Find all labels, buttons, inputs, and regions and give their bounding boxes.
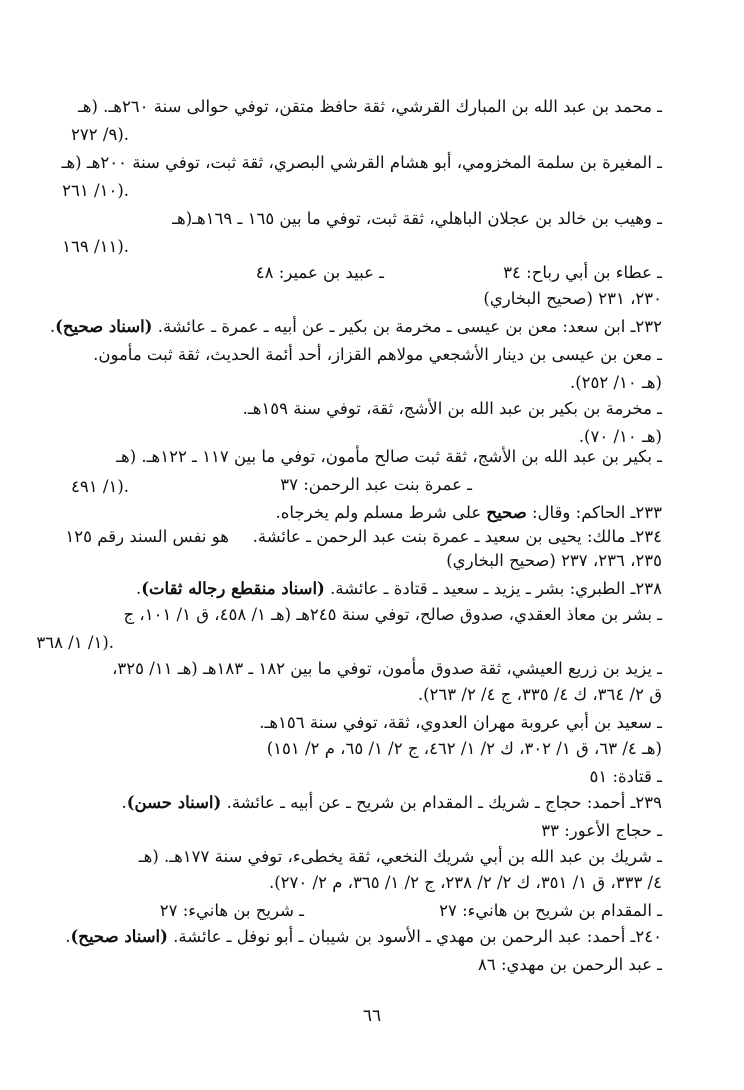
text-line xyxy=(418,684,662,706)
text-run: ـ يزيد بن زريع العيشي، ثقة صدوق مأمون، توفي ما بين ١٨٢ ـ ١٨٣هـ (هـ ١١/ ٣٢٥، xyxy=(112,659,662,678)
text-line xyxy=(50,316,662,338)
page-number: ٦٦ xyxy=(362,1006,382,1026)
text-run: ـ معن بن عيسى بن دينار الأشجعي مولاهم القزاز، أحد أئمة الحديث، ثقة ثبت مأمون. xyxy=(93,345,662,364)
text-run: ٤/ ٣٣٣، ق ١/ ٣٥١، ك ٢/ ٢/ ٢٣٨، ج ٢/ ١/ ٣٦٥، م ٢/ ٢٧٠). xyxy=(268,873,662,892)
text-run: (هـ ١٠/ ٧٠). xyxy=(578,427,662,446)
text-line xyxy=(589,766,662,788)
text-line xyxy=(253,526,662,548)
text-run: ١٠/ ٢٦١). xyxy=(62,181,129,200)
text-run: ٢٣٠، ٢٣١ (صحيح البخاري) xyxy=(483,289,662,308)
text-run: على شرط مسلم ولم يخرجاه. xyxy=(275,503,487,522)
text-run: ٢٣٤ـ مالك: يحيى بن سعيد ـ عمرة بنت عبد الرحمن ـ عائشة. xyxy=(252,527,662,546)
text-line xyxy=(570,372,662,394)
text-run: ـ مخرمة بن بكير بن عبد الله بن الأشج، ثقة، توفي سنة ١٥٩هـ. xyxy=(242,399,662,418)
text-line xyxy=(280,474,472,496)
text-run: ـ عبد الرحمن بن مهدي: ٨٦ xyxy=(477,955,662,974)
text-line xyxy=(71,476,129,498)
text-line xyxy=(65,926,662,948)
text-run: ١/ ١/ ٣٦٨). xyxy=(36,633,114,652)
text-line xyxy=(446,550,662,572)
text-run: ١/ ٤٩١). xyxy=(71,477,129,496)
text-line xyxy=(62,180,129,202)
text-run: ٢٣٩ـ أحمد: حجاج ـ شريك ـ المقدام بن شريح ـ عن أبيه ـ عائشة. xyxy=(221,793,662,812)
text-run: ٢٣٥، ٢٣٦، ٢٣٧ (صحيح البخاري) xyxy=(446,551,662,570)
text-line xyxy=(503,262,662,284)
text-line xyxy=(123,604,662,626)
grade-label: (اسناد صحيح) xyxy=(55,317,153,336)
text-line xyxy=(136,578,662,600)
text-line xyxy=(116,446,662,468)
text-line xyxy=(267,738,662,760)
text-line xyxy=(541,820,662,842)
text-line xyxy=(256,262,384,284)
text-line xyxy=(243,398,662,420)
text-run: ـ عطاء بن أبي رباح: ٣٤ xyxy=(503,263,662,282)
text-run: . xyxy=(49,317,56,336)
text-run: ـ بكير بن عبد الله بن الأشج، ثقة ثبت صالح مأمون، توفي ما بين ١١٧ ـ ١٢٢هـ. (هـ xyxy=(116,447,662,466)
text-run: ١١/ ١٦٩). xyxy=(62,237,129,256)
text-run: ـ سعيد بن أبي عروبة مهران العدوي، ثقة، توفي سنة ١٥٦هـ. xyxy=(259,713,662,732)
text-run: ٢٣٨ـ الطبري: بشر ـ يزيد ـ سعيد ـ قتادة ـ عائشة. xyxy=(324,579,662,598)
text-run: ٢٤٠ـ أحمد: عبد الرحمن بن مهدي ـ الأسود بن شيبان ـ أبو نوفل ـ عائشة. xyxy=(167,927,662,946)
text-run: ـ حجاج الأعور: ٣٣ xyxy=(541,821,662,840)
text-run: ـ قتادة: ٥١ xyxy=(589,767,662,786)
grade-label: (اسناد صحيح) xyxy=(70,927,168,946)
text-run: ٢٣٢ـ ابن سعد: معن بن عيسى ـ مخرمة بن بكير ـ عن أبيه ـ عمرة ـ عائشة. xyxy=(152,317,662,336)
text-line xyxy=(439,900,662,922)
text-line xyxy=(483,288,662,310)
text-line xyxy=(65,526,229,548)
text-run: ـ المغيرة بن سلمة المخزومي، أبو هشام القرشي البصري، ثقة ثبت، توفي سنة ٢٠٠هـ (هـ xyxy=(61,153,662,172)
text-line xyxy=(36,632,114,654)
text-line xyxy=(269,872,662,894)
grade-label: (اسناد حسن) xyxy=(126,793,222,812)
text-run: ٩/ ٢٧٢). xyxy=(71,125,129,144)
text-run: ـ شريح بن هانيء: ٢٧ xyxy=(159,901,304,920)
text-line xyxy=(112,658,662,680)
text-run: ـ محمد بن عبد الله بن المبارك القرشي، ثقة حافظ متقن، توفي حوالى سنة ٢٦٠هـ. (هـ xyxy=(77,97,662,116)
text-run: ـ عبيد بن عمير: ٤٨ xyxy=(255,263,384,282)
text-run: (هـ ١٠/ ٢٥٢). xyxy=(569,373,662,392)
text-line xyxy=(259,712,662,734)
grade-label: صحيح xyxy=(486,503,527,522)
text-line xyxy=(160,900,304,922)
text-run: ـ وهيب بن خالد بن عجلان الباهلي، ثقة ثبت، توفي ما بين ١٦٥ ـ ١٦٩هـ(هـ xyxy=(172,209,662,228)
grade-label: (اسناد منقطع رجاله ثقات) xyxy=(141,579,325,598)
text-run: ٢٣٣ـ الحاكم: وقال: xyxy=(526,503,662,522)
text-run: . xyxy=(121,793,127,812)
text-run: ـ بشر بن معاذ العقدي، صدوق صالح، توفي سنة ٢٤٥هـ (هـ ١/ ٤٥٨، ق ١/ ١٠١، ج xyxy=(123,605,662,624)
text-run: ـ عمرة بنت عبد الرحمن: ٣٧ xyxy=(280,475,472,494)
text-line xyxy=(93,344,662,366)
text-line xyxy=(62,236,129,258)
text-line xyxy=(579,426,662,448)
text-line xyxy=(478,954,662,976)
text-run: ـ شريك بن عبد الله بن أبي شريك النخعي، ثقة يخطىء، توفي سنة ١٧٧هـ. (هـ xyxy=(138,847,662,866)
text-line xyxy=(121,792,662,814)
text-line xyxy=(172,208,662,230)
text-line xyxy=(71,124,129,146)
text-run: . xyxy=(65,927,71,946)
text-line xyxy=(139,846,662,868)
text-line xyxy=(78,96,662,118)
text-run: هو نفس السند رقم ١٢٥ xyxy=(65,527,229,546)
text-run: (هـ ٤/ ٦٣، ق ١/ ٣٠٢، ك ٢/ ١/ ٤٦٢، ج ٢/ ١/ ٦٥، م ٢/ ١٥١) xyxy=(266,739,662,758)
text-run: ـ المقدام بن شريح بن هانيء: ٢٧ xyxy=(439,901,662,920)
text-run: . xyxy=(135,579,142,598)
text-run: ق ٢/ ٣٦٤، ك ٤/ ٣٣٥، ج ٤/ ٢/ ٢٦٣). xyxy=(417,685,662,704)
text-line xyxy=(62,152,662,174)
text-line xyxy=(276,502,663,524)
